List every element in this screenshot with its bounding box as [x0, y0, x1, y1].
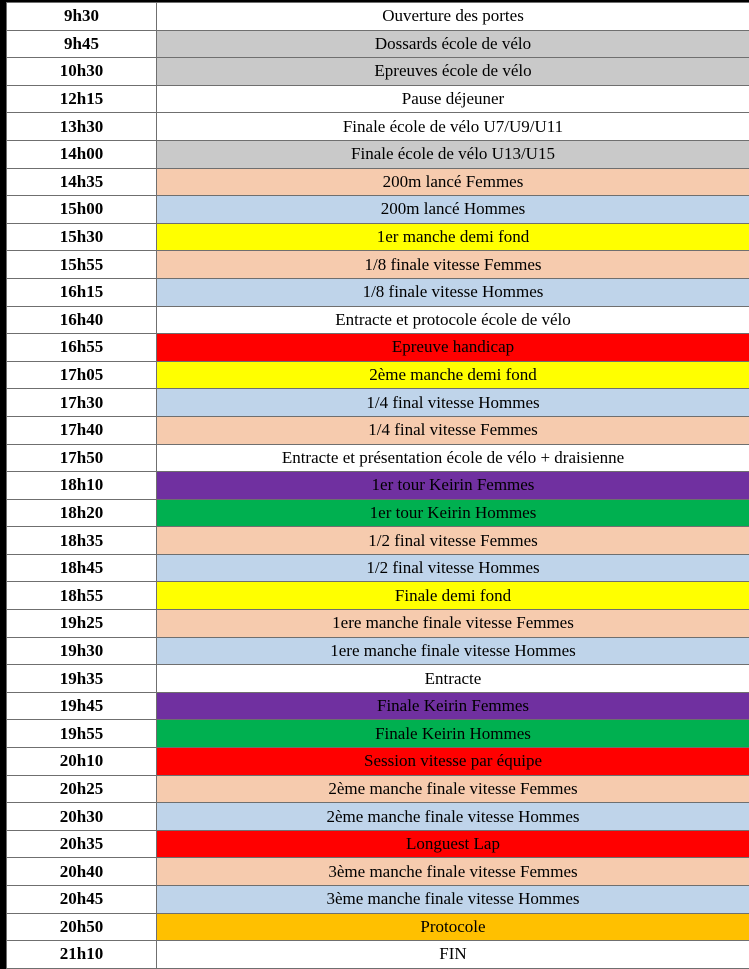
- time-cell[interactable]: 18h55: [7, 582, 157, 610]
- event-cell[interactable]: Finale demi fond: [157, 582, 749, 610]
- time-cell[interactable]: 20h35: [7, 830, 157, 858]
- schedule-row: [7, 278, 749, 306]
- event-cell[interactable]: 2ème manche finale vitesse Femmes: [157, 775, 749, 803]
- schedule-table: [6, 2, 749, 969]
- time-cell[interactable]: 15h00: [7, 196, 157, 224]
- time-cell[interactable]: 20h25: [7, 775, 157, 803]
- time-cell[interactable]: 15h30: [7, 223, 157, 251]
- event-cell[interactable]: 2ème manche demi fond: [157, 361, 749, 389]
- schedule-row: [7, 389, 749, 417]
- event-cell[interactable]: 3ème manche finale vitesse Femmes: [157, 858, 749, 886]
- event-cell[interactable]: Epreuves école de vélo: [157, 58, 749, 86]
- schedule-row: [7, 306, 749, 334]
- event-cell[interactable]: 1ere manche finale vitesse Femmes: [157, 610, 749, 638]
- schedule-row: [7, 941, 749, 969]
- schedule-row: [7, 554, 749, 582]
- event-cell[interactable]: 1er tour Keirin Hommes: [157, 499, 749, 527]
- event-cell[interactable]: 2ème manche finale vitesse Hommes: [157, 803, 749, 831]
- time-cell[interactable]: 16h40: [7, 306, 157, 334]
- time-cell[interactable]: 18h45: [7, 554, 157, 582]
- time-cell[interactable]: 20h45: [7, 886, 157, 914]
- time-cell[interactable]: 19h25: [7, 610, 157, 638]
- schedule-row: [7, 140, 749, 168]
- event-cell[interactable]: 1/8 finale vitesse Femmes: [157, 251, 749, 279]
- time-cell[interactable]: 17h30: [7, 389, 157, 417]
- time-cell[interactable]: 17h05: [7, 361, 157, 389]
- time-cell[interactable]: 20h40: [7, 858, 157, 886]
- schedule-row: [7, 748, 749, 776]
- time-cell[interactable]: 17h50: [7, 444, 157, 472]
- schedule-row: [7, 251, 749, 279]
- event-cell[interactable]: 1/2 final vitesse Hommes: [157, 554, 749, 582]
- event-cell[interactable]: Ouverture des portes: [157, 3, 749, 31]
- time-cell[interactable]: 9h45: [7, 30, 157, 58]
- schedule-row: [7, 444, 749, 472]
- event-cell[interactable]: 1/4 final vitesse Hommes: [157, 389, 749, 417]
- schedule-row: [7, 58, 749, 86]
- event-cell[interactable]: 1er manche demi fond: [157, 223, 749, 251]
- schedule-row: [7, 527, 749, 555]
- schedule-row: [7, 85, 749, 113]
- time-cell[interactable]: 19h30: [7, 637, 157, 665]
- event-cell[interactable]: Finale école de vélo U13/U15: [157, 140, 749, 168]
- schedule-body: [7, 3, 749, 969]
- event-cell[interactable]: 200m lancé Femmes: [157, 168, 749, 196]
- time-cell[interactable]: 19h35: [7, 665, 157, 693]
- schedule-row: [7, 665, 749, 693]
- time-cell[interactable]: 14h35: [7, 168, 157, 196]
- schedule-row: [7, 334, 749, 362]
- time-cell[interactable]: 18h35: [7, 527, 157, 555]
- event-cell[interactable]: 3ème manche finale vitesse Hommes: [157, 886, 749, 914]
- schedule-row: [7, 858, 749, 886]
- schedule-row: [7, 803, 749, 831]
- schedule-row: [7, 913, 749, 941]
- event-cell[interactable]: 1ere manche finale vitesse Hommes: [157, 637, 749, 665]
- time-cell[interactable]: 18h20: [7, 499, 157, 527]
- event-cell[interactable]: Finale Keirin Hommes: [157, 720, 749, 748]
- schedule-row: [7, 168, 749, 196]
- event-cell[interactable]: Finale Keirin Femmes: [157, 692, 749, 720]
- schedule-row: [7, 30, 749, 58]
- time-cell[interactable]: 20h30: [7, 803, 157, 831]
- event-cell[interactable]: Longuest Lap: [157, 830, 749, 858]
- time-cell[interactable]: 19h55: [7, 720, 157, 748]
- event-cell[interactable]: Finale école de vélo U7/U9/U11: [157, 113, 749, 141]
- time-cell[interactable]: 20h50: [7, 913, 157, 941]
- time-cell[interactable]: 15h55: [7, 251, 157, 279]
- schedule-row: [7, 361, 749, 389]
- event-cell[interactable]: 1/8 finale vitesse Hommes: [157, 278, 749, 306]
- event-cell[interactable]: Pause déjeuner: [157, 85, 749, 113]
- time-cell[interactable]: 21h10: [7, 941, 157, 969]
- event-cell[interactable]: 1/2 final vitesse Femmes: [157, 527, 749, 555]
- schedule-row: [7, 610, 749, 638]
- time-cell[interactable]: 16h55: [7, 334, 157, 362]
- event-cell[interactable]: 1/4 final vitesse Femmes: [157, 416, 749, 444]
- time-cell[interactable]: 20h10: [7, 748, 157, 776]
- schedule-row: [7, 692, 749, 720]
- schedule-row: [7, 720, 749, 748]
- event-cell[interactable]: 200m lancé Hommes: [157, 196, 749, 224]
- time-cell[interactable]: 13h30: [7, 113, 157, 141]
- schedule-row: [7, 637, 749, 665]
- event-cell[interactable]: FIN: [157, 941, 749, 969]
- time-cell[interactable]: 14h00: [7, 140, 157, 168]
- event-cell[interactable]: Dossards école de vélo: [157, 30, 749, 58]
- event-cell[interactable]: Session vitesse par équipe: [157, 748, 749, 776]
- time-cell[interactable]: 16h15: [7, 278, 157, 306]
- schedule-row: [7, 472, 749, 500]
- schedule-row: [7, 582, 749, 610]
- schedule-row: [7, 886, 749, 914]
- schedule-row: [7, 499, 749, 527]
- time-cell[interactable]: 12h15: [7, 85, 157, 113]
- schedule-row: [7, 196, 749, 224]
- schedule-row: [7, 223, 749, 251]
- time-cell[interactable]: 10h30: [7, 58, 157, 86]
- event-cell[interactable]: 1er tour Keirin Femmes: [157, 472, 749, 500]
- time-cell[interactable]: 17h40: [7, 416, 157, 444]
- schedule-row: [7, 416, 749, 444]
- event-cell[interactable]: Entracte et protocole école de vélo: [157, 306, 749, 334]
- time-cell[interactable]: 18h10: [7, 472, 157, 500]
- schedule-row: [7, 775, 749, 803]
- event-cell[interactable]: Entracte et présentation école de vélo + draisienne: [157, 444, 749, 472]
- schedule-row: [7, 830, 749, 858]
- schedule-row: [7, 3, 749, 31]
- event-cell[interactable]: Entracte: [157, 665, 749, 693]
- event-cell[interactable]: Protocole: [157, 913, 749, 941]
- event-cell[interactable]: Epreuve handicap: [157, 334, 749, 362]
- schedule-row: [7, 113, 749, 141]
- time-cell[interactable]: 19h45: [7, 692, 157, 720]
- time-cell[interactable]: 9h30: [7, 3, 157, 31]
